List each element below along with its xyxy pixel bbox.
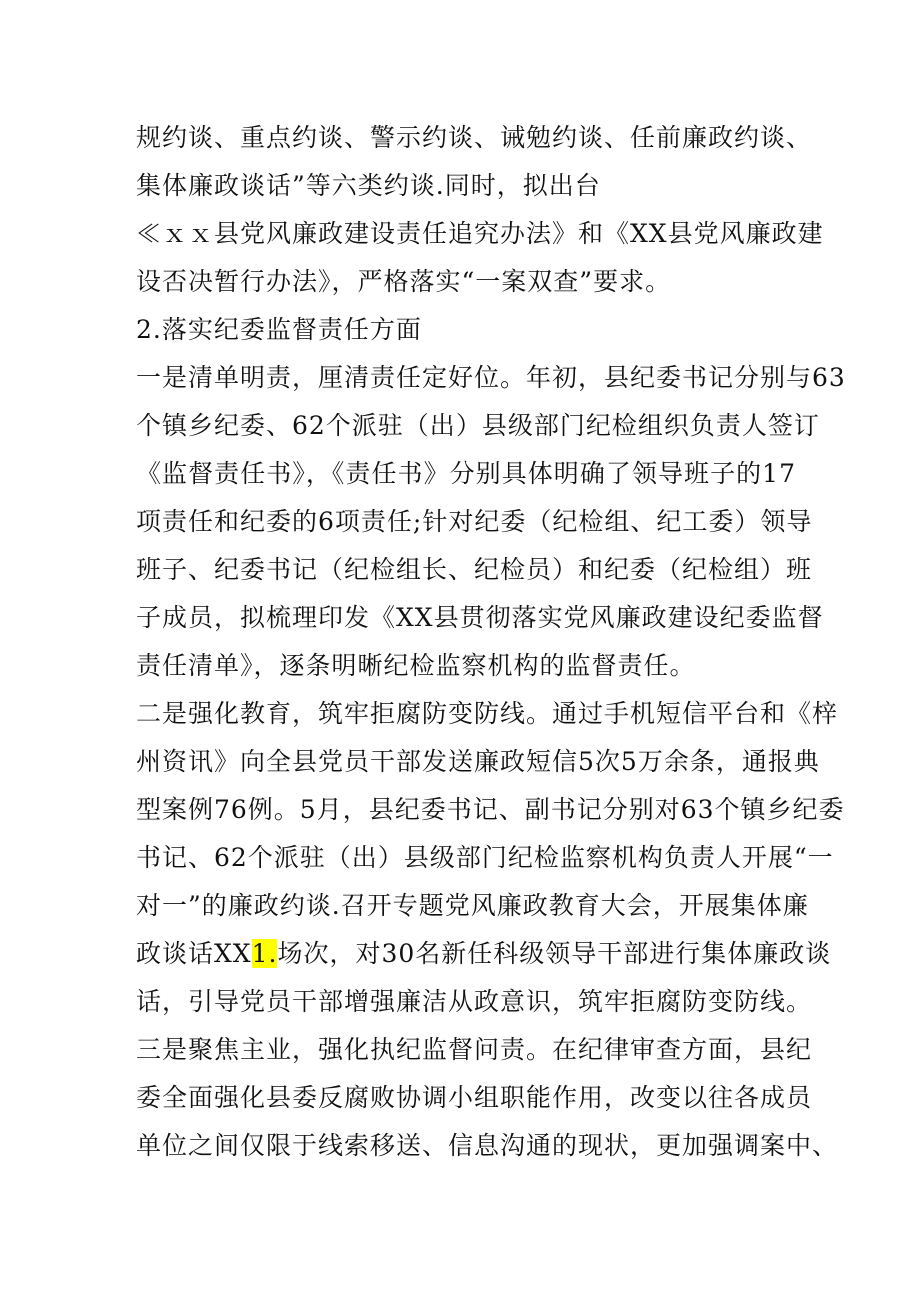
text-segment: 场次，对30名新任科级领导干部进行集体廉政谈 [277, 939, 832, 968]
highlight-mark: 1. [251, 939, 278, 968]
text-line: 《监督责任书》，《责任书》分别具体明确了领导班子的17 [136, 459, 796, 488]
text-line: 书记、62个派驻（出）县级部门纪检监察机构负责人开展“一 [136, 843, 834, 872]
text-line: 一是清单明责，厘清责任定好位。年初，县纪委书记分别与63 [136, 363, 846, 392]
text-line: 对一”的廉政约谈.召开专题党风廉政教育大会，开展集体廉 [136, 891, 809, 920]
text-line: 规约谈、重点约谈、警示约谈、诫勉约谈、任前廉政约谈、 [136, 123, 813, 152]
text-line: 州资讯》向全县党员干部发送廉政短信5次5万余条，通报典 [136, 747, 820, 776]
text-line: 话，引导党员干部增强廉洁从政意识，筑牢拒腐防变防线。 [136, 987, 813, 1016]
text-line: 责任清单》，逐条明晰纪检监察机构的监督责任。 [136, 651, 696, 680]
text-line: 二是强化教育，筑牢拒腐防变防线。通过手机短信平台和《梓 [136, 699, 839, 728]
text-line: 三是聚焦主业，强化执纪监督问责。在纪律审查方面，县纪 [136, 1035, 813, 1064]
text-segment: 政谈话XX [136, 939, 252, 968]
section-heading: 2.落实纪委监督责任方面 [136, 315, 422, 344]
text-line: 项责任和纪委的6项责任;针对纪委（纪检组、纪工委）领导 [136, 507, 813, 536]
text-line: 型案例76例。5月，县纪委书记、副书记分别对63个镇乡纪委 [136, 795, 845, 824]
text-line: 班子、纪委书记（纪检组长、纪检员）和纪委（纪检组）班 [136, 555, 813, 584]
text-line: 子成员，拟梳理印发《XX县贯彻落实党风廉政建设纪委监督 [136, 603, 824, 632]
text-line: 单位之间仅限于线索移送、信息沟通的现状，更加强调案中、 [136, 1131, 839, 1160]
text-line: 委全面强化县委反腐败协调小组职能作用，改变以往各成员 [136, 1083, 813, 1112]
text-line: 设否决暂行办法》，严格落实“一案双查”要求。 [136, 267, 672, 296]
text-line: 集体廉政谈话”等六类约谈.同时，拟出台 [136, 171, 601, 200]
text-line-highlighted [136, 934, 832, 974]
text-line: 个镇乡纪委、62个派驻（出）县级部门纪检组织负责人签订 [136, 411, 820, 440]
text-line: ≪ｘｘ县党风廉政建设责任追究办法》和《XX县党风廉政建 [136, 219, 824, 248]
